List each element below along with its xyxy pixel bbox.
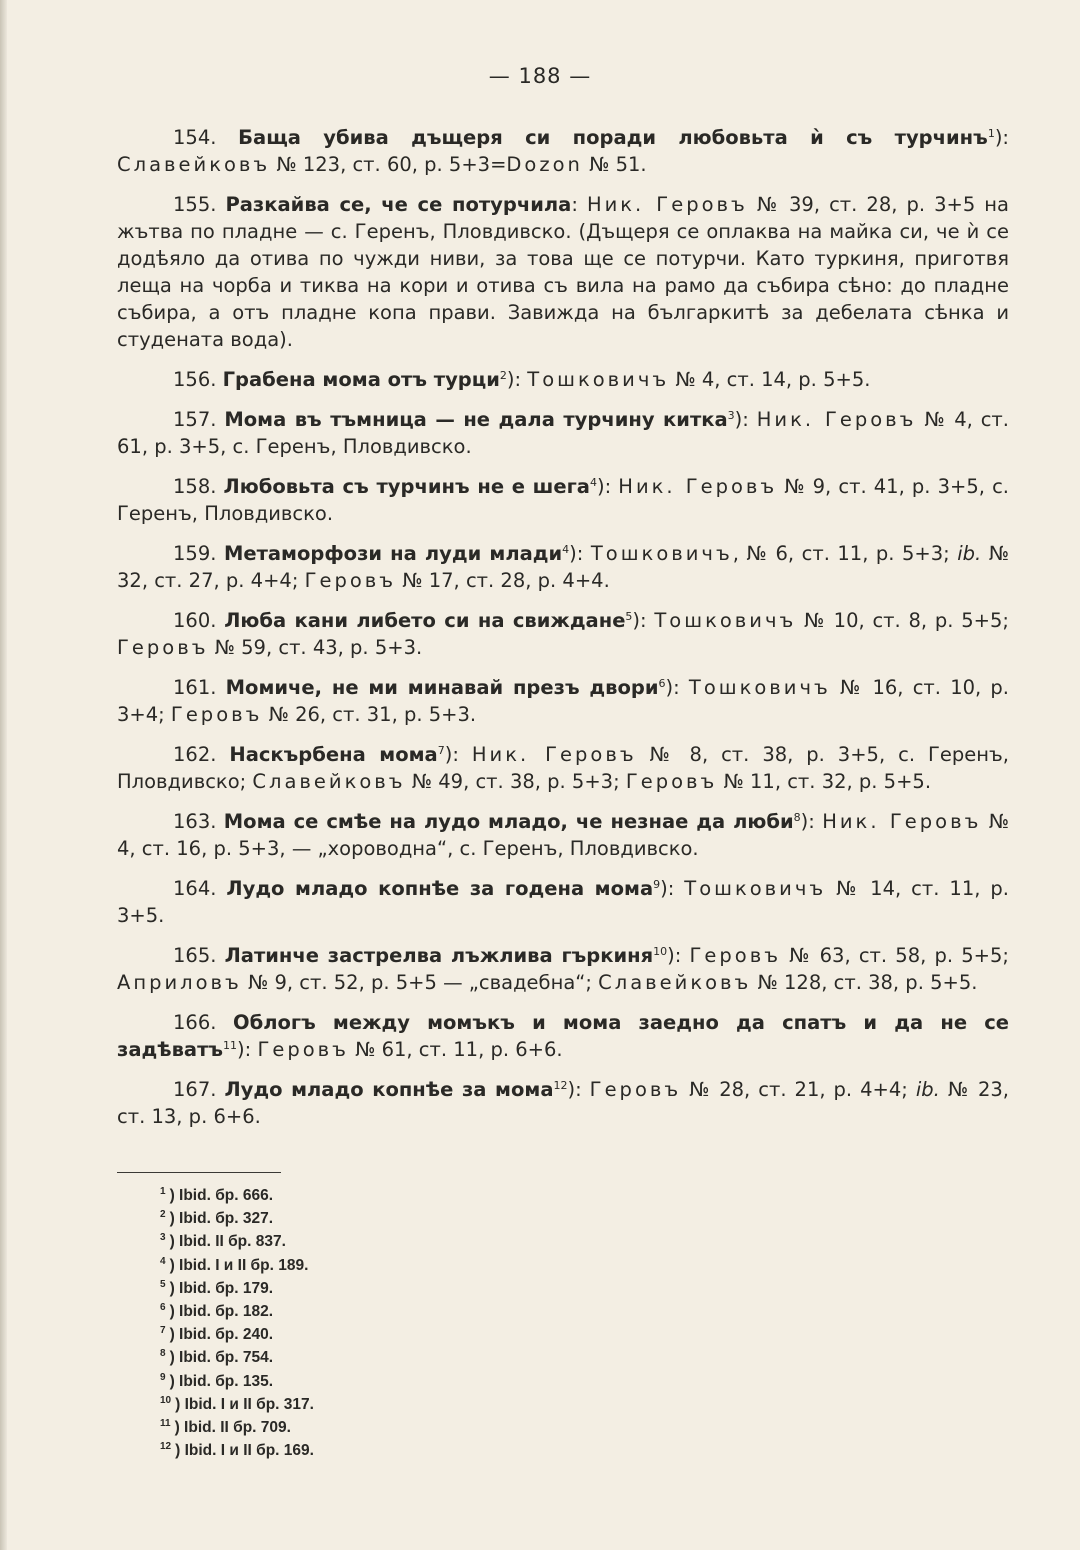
footnote-number: 7 [160, 1325, 166, 1337]
entry-number: 158. [173, 475, 217, 498]
footnote-number: 6 [160, 1302, 166, 1314]
entry-166 [117, 1009, 1009, 1063]
entry-text: № 9, ст. 52, р. 5+5 — „свадебна“; [241, 971, 599, 994]
entry-title: Грабена мома отъ турци [222, 368, 500, 391]
entry-159 [117, 540, 1009, 594]
footnote-ref: 9 [653, 878, 661, 891]
entry-title: Мома се смѣе на лудо младо, че незнае да люби [223, 810, 794, 833]
footnote-text: ) Ibid. I и II бр. 317. [175, 1395, 314, 1413]
footnote-number: 1 [160, 1186, 166, 1197]
entry-number: 159. [173, 542, 217, 565]
source-name: Априловъ [117, 971, 242, 994]
entry-160 [117, 607, 1009, 661]
entry-text: № 4, ст. 14, р. 5+5. [669, 368, 871, 391]
footnote [160, 1416, 560, 1439]
entry-155 [117, 191, 1009, 353]
source-name: Геровъ [589, 1078, 682, 1101]
footnote-number: 11 [160, 1418, 171, 1430]
entry-number: 157. [173, 408, 217, 431]
footnote-divider [117, 1172, 281, 1173]
entry-title: Разкайва се, че се потурчила [225, 193, 572, 216]
entry-number: 165. [173, 944, 217, 967]
footnote [160, 1277, 560, 1300]
entry-text: № 51. [582, 153, 647, 176]
footnote [160, 1393, 560, 1416]
entry-text: ): [237, 1038, 258, 1061]
footnote-text: ) Ibid. II бр. 709. [174, 1419, 291, 1437]
source-name: Геровъ [625, 770, 718, 793]
entry-title: Баща убива дъщеря си поради любовьта ѝ съ турчинъ [238, 126, 988, 149]
entry-text: ): [660, 877, 685, 900]
entry-number: 155. [173, 193, 217, 216]
entry-title: Лудо младо копнѣе за годена мома [226, 877, 654, 900]
entry-157 [117, 406, 1009, 460]
source-name: Ник. Геровъ [822, 810, 982, 833]
footnote-ref: 1 [987, 127, 995, 140]
entry-text: № 4, ст. 16, р. 5+3, — „хороводна“, с. Геренъ, Пловдивско. [117, 810, 1009, 860]
entry-title: Мома въ тъмница — не дала турчину китка [224, 408, 728, 431]
footnote-text: ) Ibid. бр. 135. [169, 1372, 274, 1390]
entry-title: Любовьта съ турчинъ не е шега [223, 475, 590, 498]
entry-161 [117, 674, 1009, 728]
ibid-abbrev: ib. [957, 542, 982, 565]
footnote-number: 12 [160, 1441, 172, 1453]
footnote [160, 1439, 560, 1462]
page-edge [0, 0, 7, 1550]
entry-text: № 59, ст. 43, р. 5+3. [208, 636, 423, 659]
entry-165 [117, 942, 1009, 996]
footnote-number: 4 [160, 1255, 166, 1267]
entry-title: Наскърбена мома [229, 743, 438, 766]
source-name: Ник. Геровъ [471, 743, 637, 766]
source-name: Геровъ [689, 944, 781, 967]
footnote-number: 10 [160, 1394, 172, 1406]
entry-text: ): [994, 126, 1009, 149]
footnote-number: 5 [160, 1278, 166, 1290]
entry-167 [117, 1076, 1009, 1130]
footnote-number: 2 [160, 1209, 166, 1221]
entry-text: № 63, ст. 58, р. 5+5; [780, 944, 1009, 967]
entry-number: 162. [173, 743, 217, 766]
entry-number: 164. [173, 877, 217, 900]
source-name: Dozon [506, 153, 583, 176]
source-name: Славейковъ [252, 770, 406, 793]
source-name: Ник. Геровъ [586, 193, 748, 216]
footnote-number: 9 [160, 1371, 166, 1383]
source-name: Тошковичъ [527, 368, 670, 391]
source-name: Ник. Геровъ [618, 475, 778, 498]
entry-title: Латинче застрелва лъжлива гъркиня [224, 944, 654, 967]
footnote [160, 1300, 560, 1323]
footnote [160, 1207, 560, 1230]
entry-text: ): [734, 408, 757, 431]
footnote [160, 1230, 560, 1253]
entry-number: 166. [173, 1011, 217, 1034]
footnote [160, 1254, 560, 1277]
source-name: Славейковъ [117, 153, 271, 176]
footnote-text: ) Ibid. бр. 327. [169, 1210, 274, 1228]
source-name: Геровъ [170, 703, 263, 726]
entry-number: 167. [173, 1078, 217, 1101]
entry-text: : [571, 193, 587, 216]
entry-text: № 14, ст. 11, р. 3+5. [117, 877, 1009, 927]
footnote-ref: 6 [658, 677, 666, 690]
footnote-text: ) Ibid. бр. 179. [169, 1279, 274, 1297]
entry-text: ): [596, 475, 619, 498]
entry-163 [117, 808, 1009, 862]
entry-text: ): [506, 368, 528, 391]
entry-164 [117, 875, 1009, 929]
entry-text: № 128, ст. 38, р. 5+5. [751, 971, 978, 994]
entry-text: № 23, ст. 13, р. 6+6. [117, 1078, 1009, 1128]
entry-text: № 16, ст. 10, р. 3+4; [117, 676, 1009, 726]
footnote-number: 3 [160, 1232, 166, 1244]
entry-text: ): [800, 810, 823, 833]
source-name: Геровъ [257, 1038, 349, 1061]
entry-title: Облогъ между момъкъ и мома заедно да спатъ и да не се задѣватъ [117, 1011, 1009, 1061]
entry-text: № 17, ст. 28, р. 4+4. [396, 569, 610, 592]
source-name: Тошковичъ [688, 676, 831, 699]
ibid-abbrev: ib. [915, 1078, 940, 1101]
footnote-ref: 3 [727, 409, 735, 422]
entry-number: 161. [173, 676, 217, 699]
footnote-ref: 5 [625, 610, 633, 623]
entry-text: ): [567, 1078, 590, 1101]
entry-title: Люба кани либето си на свиждане [224, 609, 626, 632]
footnote-text: ) Ibid. бр. 754. [169, 1349, 274, 1367]
entry-text: № 11, ст. 32, р. 5+5. [717, 770, 932, 793]
entry-text: ): [632, 609, 655, 632]
entry-text: № 123, ст. 60, р. 5+3= [270, 153, 507, 176]
source-name: Тошковичъ [590, 542, 733, 565]
footnote-ref: 2 [499, 369, 507, 382]
entry-text: № 4, ст. 61, р. 3+5, с. Геренъ, Пловдивско. [117, 408, 1009, 458]
page-number: — 188 — [488, 64, 592, 88]
entry-text: , № 6, ст. 11, р. 5+3; [732, 542, 958, 565]
entry-156 [117, 366, 1009, 393]
entry-text: № 49, ст. 38, р. 5+3; [405, 770, 626, 793]
footnote-text: ) Ibid. бр. 182. [169, 1303, 274, 1321]
entry-text: ): [667, 944, 690, 967]
entry-title: Момиче, не ми минавай презъ двори [225, 676, 659, 699]
entry-text: № 32, ст. 27, р. 4+4; [117, 542, 1010, 592]
entry-154 [117, 124, 1009, 178]
source-name: Ник. Геровъ [756, 408, 917, 431]
footnote-text: ) Ibid. бр. 666. [169, 1187, 274, 1204]
footnote-ref: 4 [589, 476, 597, 489]
footnote-text: ) Ibid. II бр. 837. [169, 1233, 286, 1251]
footnote-text: ) Ibid. I и II бр. 169. [175, 1442, 314, 1460]
entry-number: 154. [173, 126, 217, 149]
entry-text: ): [569, 542, 591, 565]
source-name: Славейковъ [598, 971, 752, 994]
entry-text: № 9, ст. 41, р. 3+5, с. Геренъ, Пловдивско. [117, 475, 1009, 525]
source-name: Геровъ [117, 636, 209, 659]
entry-title: Метаморфози на луди млади [223, 542, 563, 565]
entry-text: № 28, ст. 21, р. 4+4; [681, 1078, 916, 1101]
footnote-ref: 10 [653, 945, 668, 958]
footnote-ref: 4 [562, 543, 570, 556]
footnote [160, 1346, 560, 1369]
entry-text: № 39, ст. 28, р. 3+5 на жътва по пладне — с. Геренъ, Пловдивско. (Дъщеря се оплаква на майка си, че ѝ се додѣяло да отива по чужди ниви, за това ще се потурчи. Като туркиня, приготвя леща на чорба и тиква на кори и отива съ вила на рамо да събира сѣно: до пладне събира, а отъ пладне копа прави. Завижда на българкитѣ за дебелата сѣнка и студената вода). [117, 193, 1009, 351]
footnote-text: ) Ibid. I и II бр. 189. [169, 1256, 309, 1274]
entry-number: 160. [173, 609, 217, 632]
entry-text: ): [665, 676, 689, 699]
source-name: Тошковичъ [654, 609, 797, 632]
footnote [160, 1184, 560, 1207]
entry-text: ): [444, 743, 472, 766]
footnote-number: 8 [160, 1348, 166, 1360]
footnote [160, 1323, 560, 1346]
song-list [117, 124, 1009, 1143]
footnote-ref: 11 [223, 1039, 238, 1052]
source-name: Геровъ [304, 569, 397, 592]
entry-text: № 61, ст. 11, р. 6+6. [348, 1038, 563, 1061]
footnote-ref: 7 [437, 744, 445, 757]
entry-text: № 8, ст. 38, р. 3+5, с. Геренъ, Пловдивско; [117, 743, 1009, 793]
entry-number: 163. [173, 810, 217, 833]
entry-title: Лудо младо копнѣе за мома [224, 1078, 554, 1101]
footnote [160, 1370, 560, 1393]
entry-number: 156. [173, 368, 217, 391]
entry-text: № 10, ст. 8, р. 5+5; [796, 609, 1009, 632]
entry-158 [117, 473, 1009, 527]
footnote-ref: 12 [553, 1079, 568, 1092]
footnote-text: ) Ibid. бр. 240. [169, 1326, 274, 1344]
footnotes [160, 1184, 560, 1462]
source-name: Тошковичъ [684, 877, 827, 900]
footnote-ref: 8 [793, 811, 801, 824]
entry-text: № 26, ст. 31, р. 5+3. [262, 703, 477, 726]
entry-162 [117, 741, 1009, 795]
